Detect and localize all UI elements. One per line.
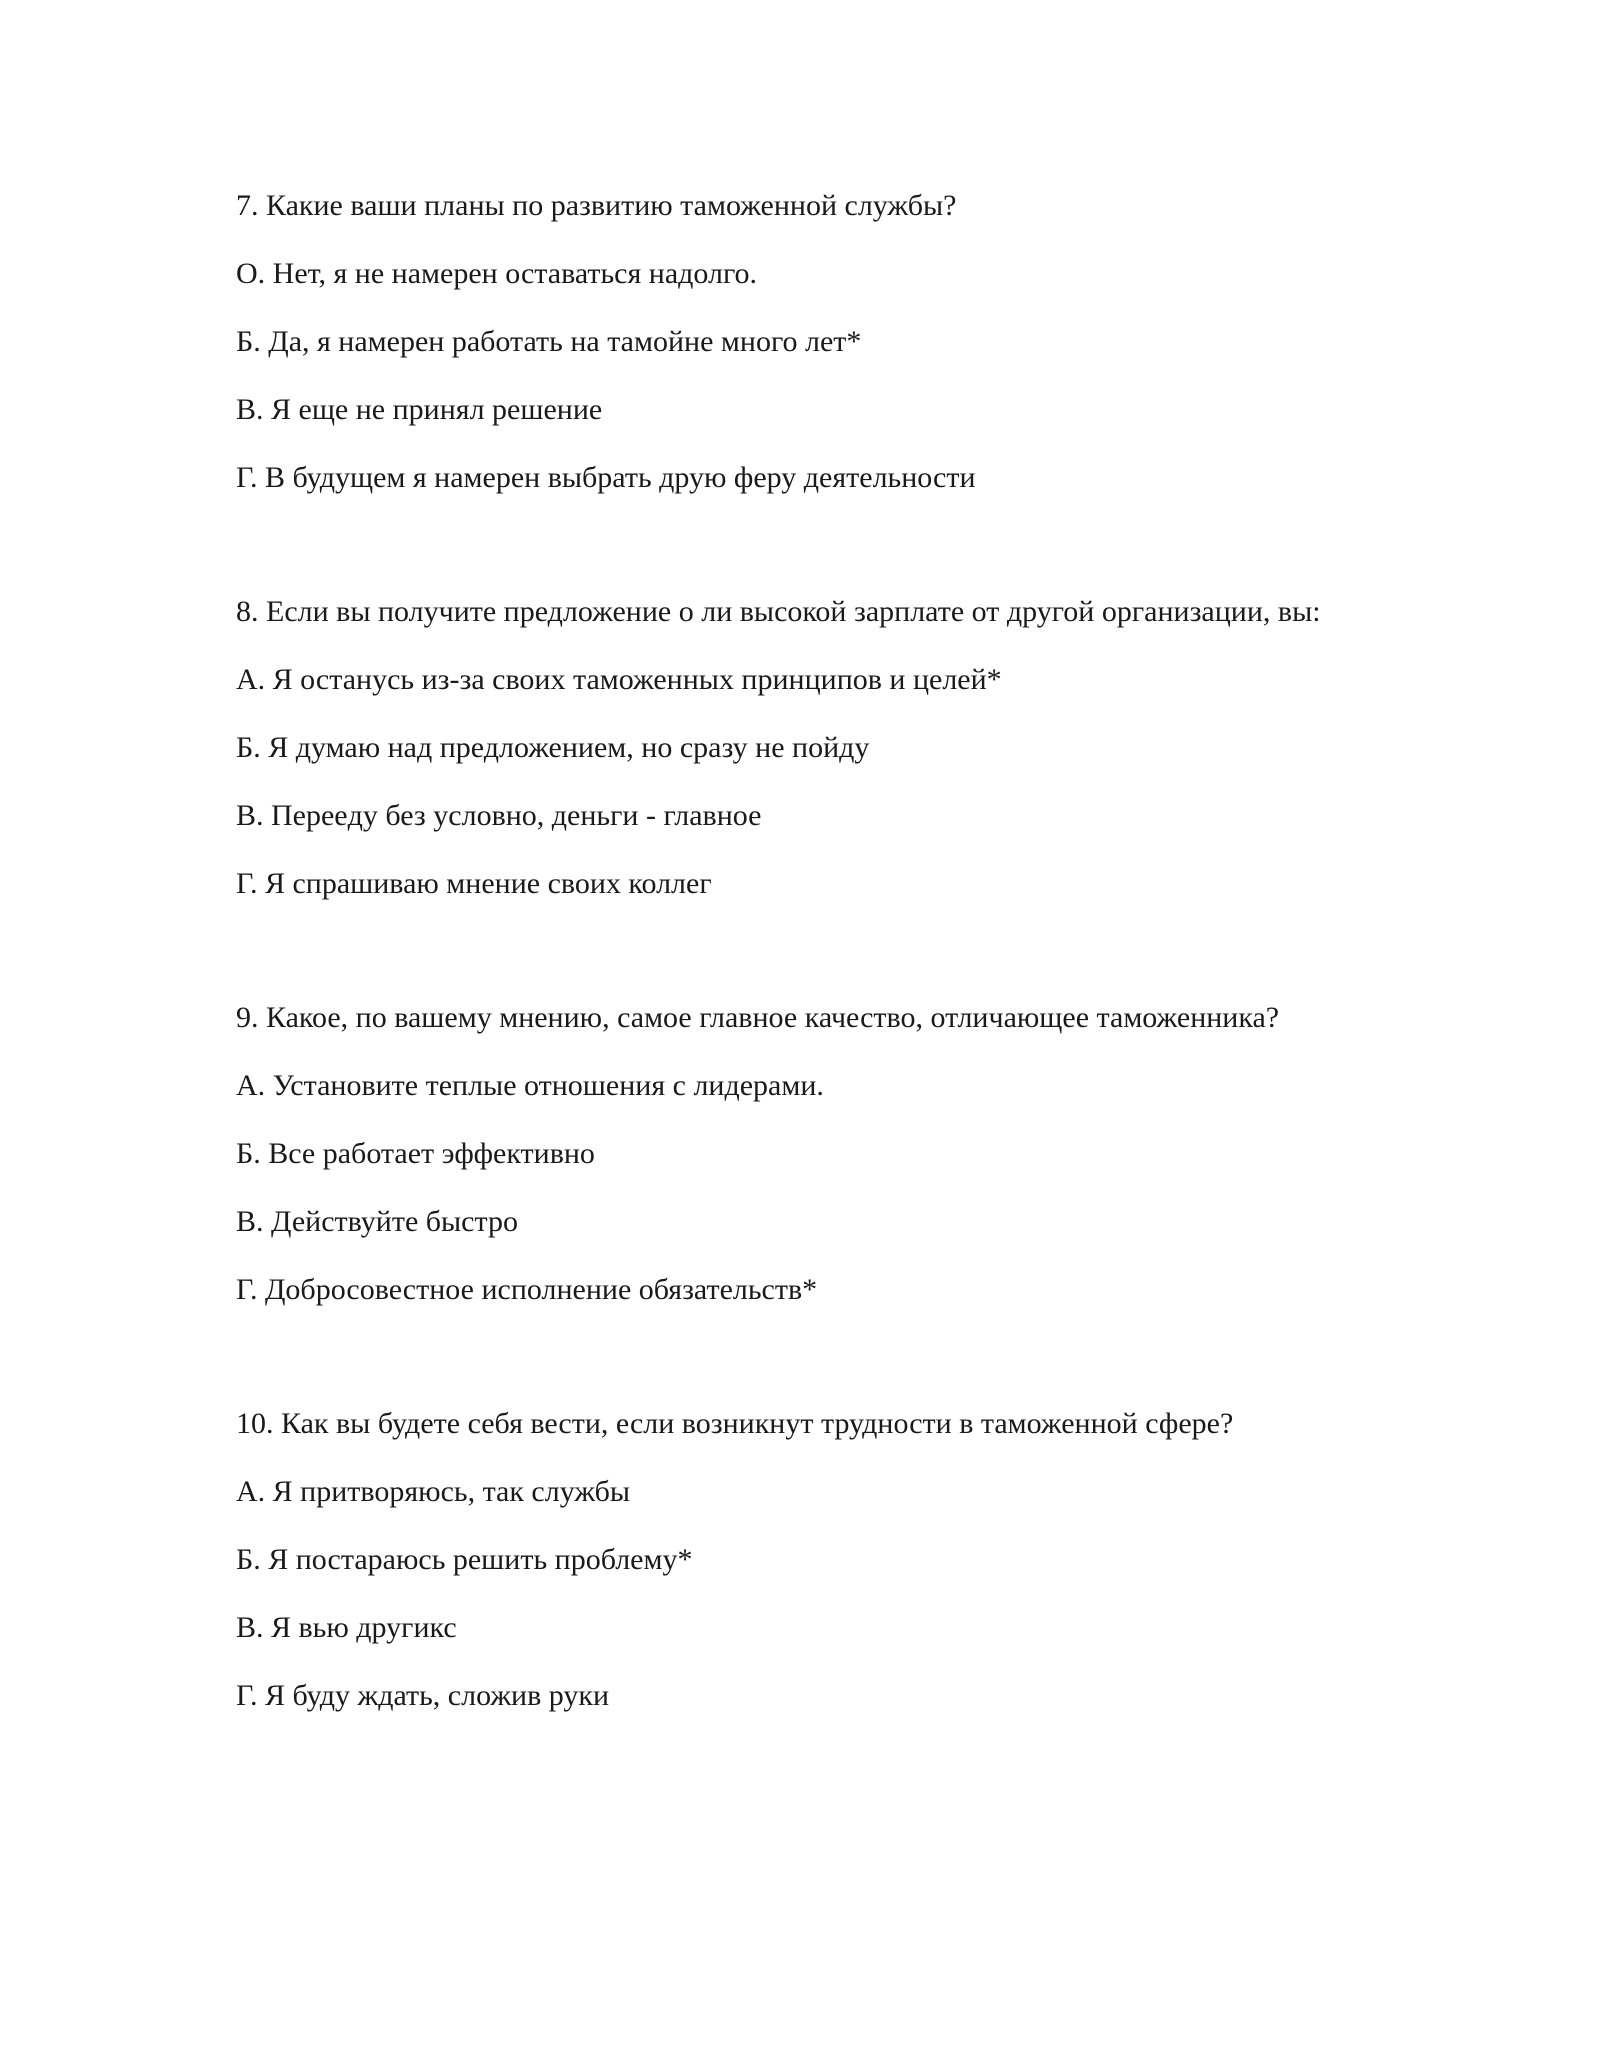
answer-option: В. Переeду без условно, деньги - главное: [236, 799, 762, 832]
answer-option: Г. Добросовестное исполнение обязательств*: [236, 1273, 818, 1306]
questionnaire: [236, 186, 1356, 1716]
answer-option: В. Я вью другикс: [236, 1611, 457, 1644]
question-text: 7. Какие ваши планы по развитию таможенной службы?: [236, 189, 957, 222]
answer-option: Б. Я постараюсь решить проблему*: [236, 1543, 693, 1576]
answer-option: А. Установите теплые отношения с лидерами.: [236, 1069, 824, 1102]
answer-option: Б. Я думаю над предложением, но сразу не пойду: [236, 731, 870, 764]
answer-option: Г. Я спрашиваю мнение своих коллег: [236, 867, 712, 900]
question-8: [236, 592, 1356, 904]
question-text: 8. Если вы получите предложение о ли высокой зарплате от другой организации, вы:: [236, 595, 1321, 628]
answer-option: А. Я останусь из-за своих таможенных принципов и целей*: [236, 663, 1002, 696]
question-7: [236, 186, 1356, 498]
question-10: [236, 1404, 1356, 1716]
answer-option: В. Я еще не принял решение: [236, 393, 603, 426]
answer-option: Г. В будущем я намерен выбрать друю феру деятельности: [236, 461, 976, 494]
question-text: 9. Какое, по вашему мнению, самое главное качество, отличающее таможенника?: [236, 1001, 1280, 1034]
answer-option: Б. Все работает эффективно: [236, 1137, 595, 1170]
question-9: [236, 998, 1356, 1310]
answer-option: Г. Я буду ждать, сложив руки: [236, 1679, 610, 1712]
question-text: 10. Как вы будете себя вести, если возникнут трудности в таможенной сфере?: [236, 1407, 1234, 1440]
answer-option: Б. Да, я намерен работать на тамойне много лет*: [236, 325, 862, 358]
answer-option: О. Нет, я не намерен оставаться надолго.: [236, 257, 758, 290]
answer-option: В. Действуйте быстро: [236, 1205, 518, 1238]
answer-option: А. Я притворяюсь, так службы: [236, 1475, 631, 1508]
